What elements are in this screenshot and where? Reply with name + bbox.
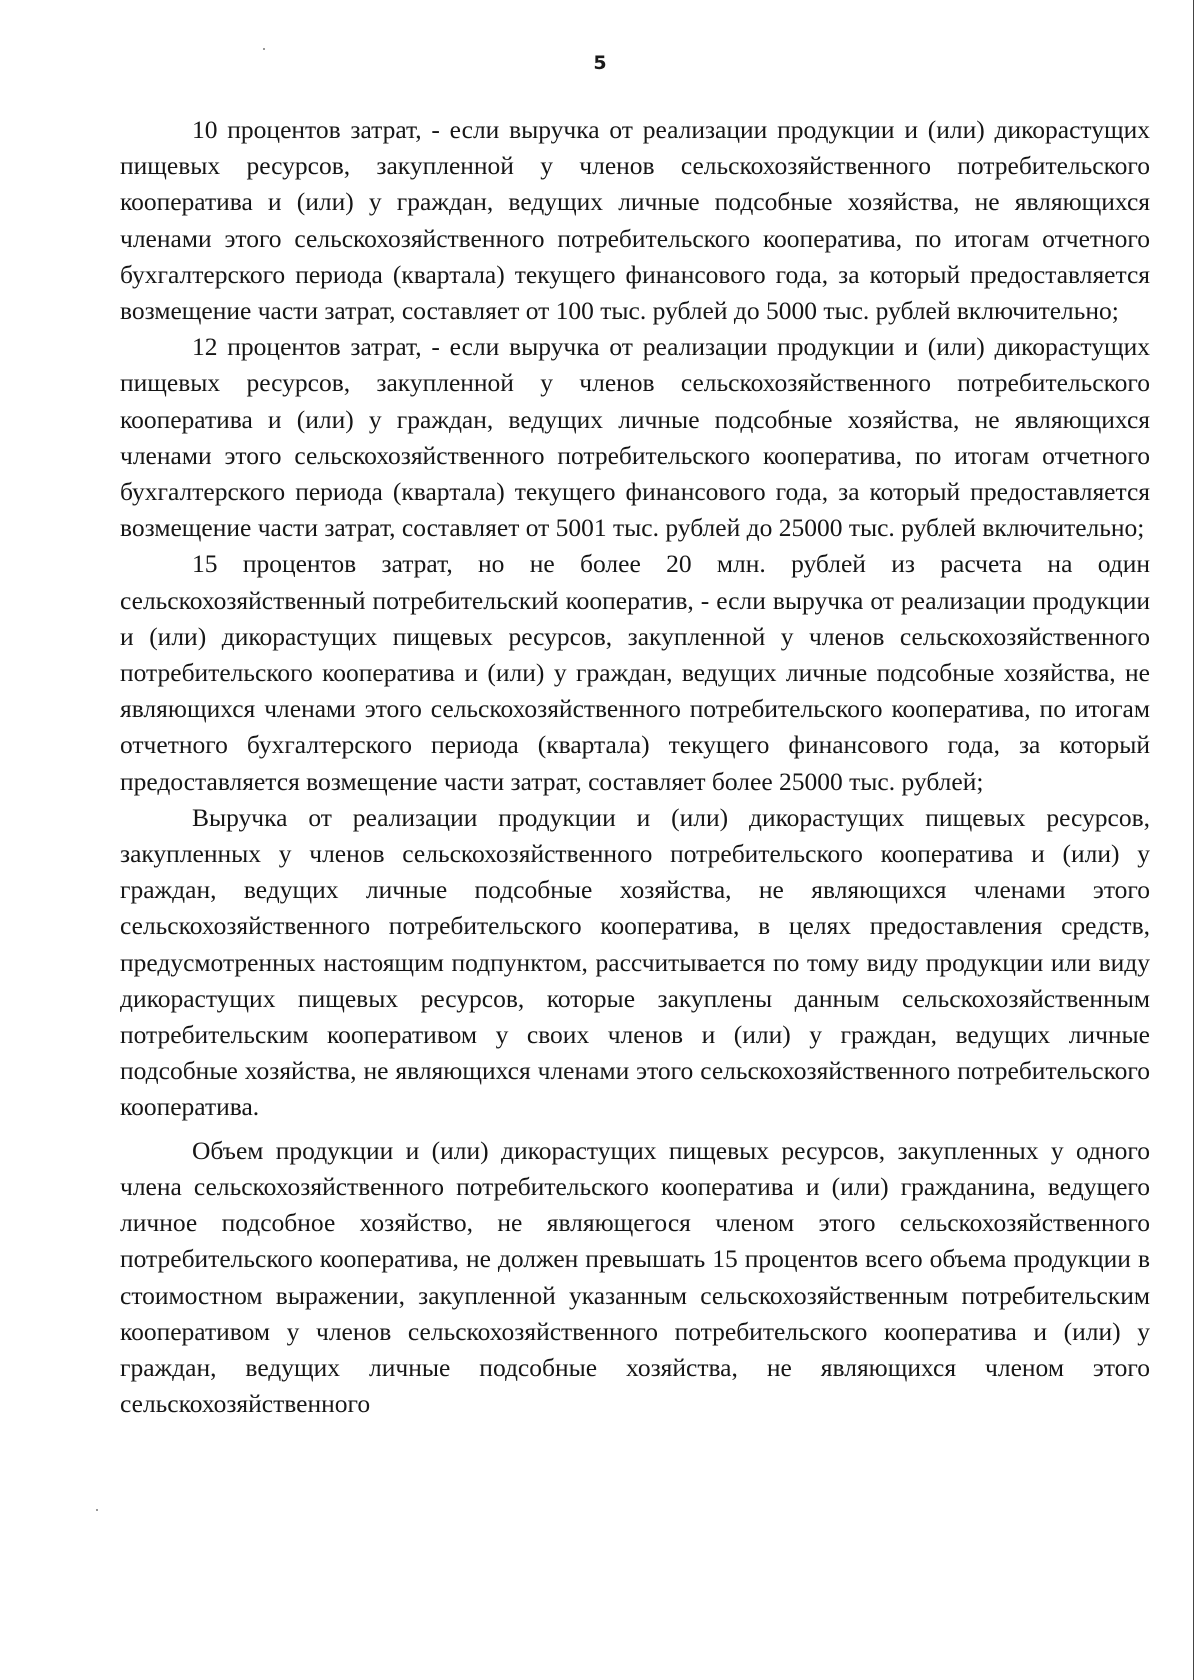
document-body <box>120 112 1150 1422</box>
paragraph-volume-limit: Объем продукции и (или) дикорастущих пищевых ресурсов, закупленных у одного члена сельскохозяйственного потребительского кооператива и (или) гражданина, ведущего личное подсобное хозяйство, не являющегося членом этого сельскохозяйственного потребительского кооператива, не должен превышать 15 процентов всего объема продукции в стоимостном выражении, закупленной указанным сельскохозяйственным потребительским кооперативом у членов сельскохозяйственного потребительского кооператива и (или) у граждан, ведущих личные подсобные хозяйства, не являющихся членом этого сельскохозяйственного <box>120 1135 1150 1419</box>
paragraph-15-percent: 15 процентов затрат, но не более 20 млн. рублей из расчета на один сельскохозяйственный потребительский кооператив, - если выручка от реализации продукции и (или) дикорастущих пищевых ресурсов, закупленной у членов сельскохозяйственного потребительского кооператива и (или) у граждан, ведущих личные подсобные хозяйства, не являющихся членами этого сельскохозяйственного потребительского кооператива, по итогам отчетного бухгалтерского периода (квартала) текущего финансового года, за который предоставляется возмещение части затрат, составляет более 25000 тыс. рублей; <box>120 549 1150 796</box>
paragraph-12-percent: 12 процентов затрат, - если выручка от реализации продукции и (или) дикорастущих пищевых ресурсов, закупленной у членов сельскохозяйственного потребительского кооператива и (или) у граждан, ведущих личные подсобные хозяйства, не являющихся членами этого сельскохозяйственного потребительского кооператива, по итогам отчетного бухгалтерского периода (квартала) текущего финансового года, за который предоставляется возмещение части затрат, составляет от 5001 тыс. рублей до 25000 тыс. рублей включительно; <box>120 332 1150 543</box>
paragraph-10-percent: 10 процентов затрат, - если выручка от реализации продукции и (или) дикорастущих пищевых ресурсов, закупленной у членов сельскохозяйственного потребительского кооператива и (или) у граждан, ведущих личные подсобные хозяйства, не являющихся членами этого сельскохозяйственного потребительского кооператива, по итогам отчетного бухгалтерского периода (квартала) текущего финансового года, за который предоставляется возмещение части затрат, составляет от 100 тыс. рублей до 5000 тыс. рублей включительно; <box>120 115 1150 326</box>
scan-edge-line <box>1193 0 1194 1680</box>
paragraph-revenue-calculation: Выручка от реализации продукции и (или) дикорастущих пищевых ресурсов, закупленных у членов сельскохозяйственного потребительского кооператива и (или) у граждан, ведущих личные подсобные хозяйства, не являющихся членами этого сельскохозяйственного потребительского кооператива, в целях предоставления средств, предусмотренных настоящим подпунктом, рассчитывается по тому виду продукции или виду дикорастущих пищевых ресурсов, которые закуплены данным сельскохозяйственным потребительским кооперативом у своих членов и (или) у граждан, ведущих личные подсобные хозяйства, не являющихся членами этого сельскохозяйственного потребительского кооператива. <box>120 802 1150 1122</box>
page-number: 5 <box>593 52 607 74</box>
scan-speck <box>263 48 265 50</box>
scan-speck <box>96 1509 98 1511</box>
